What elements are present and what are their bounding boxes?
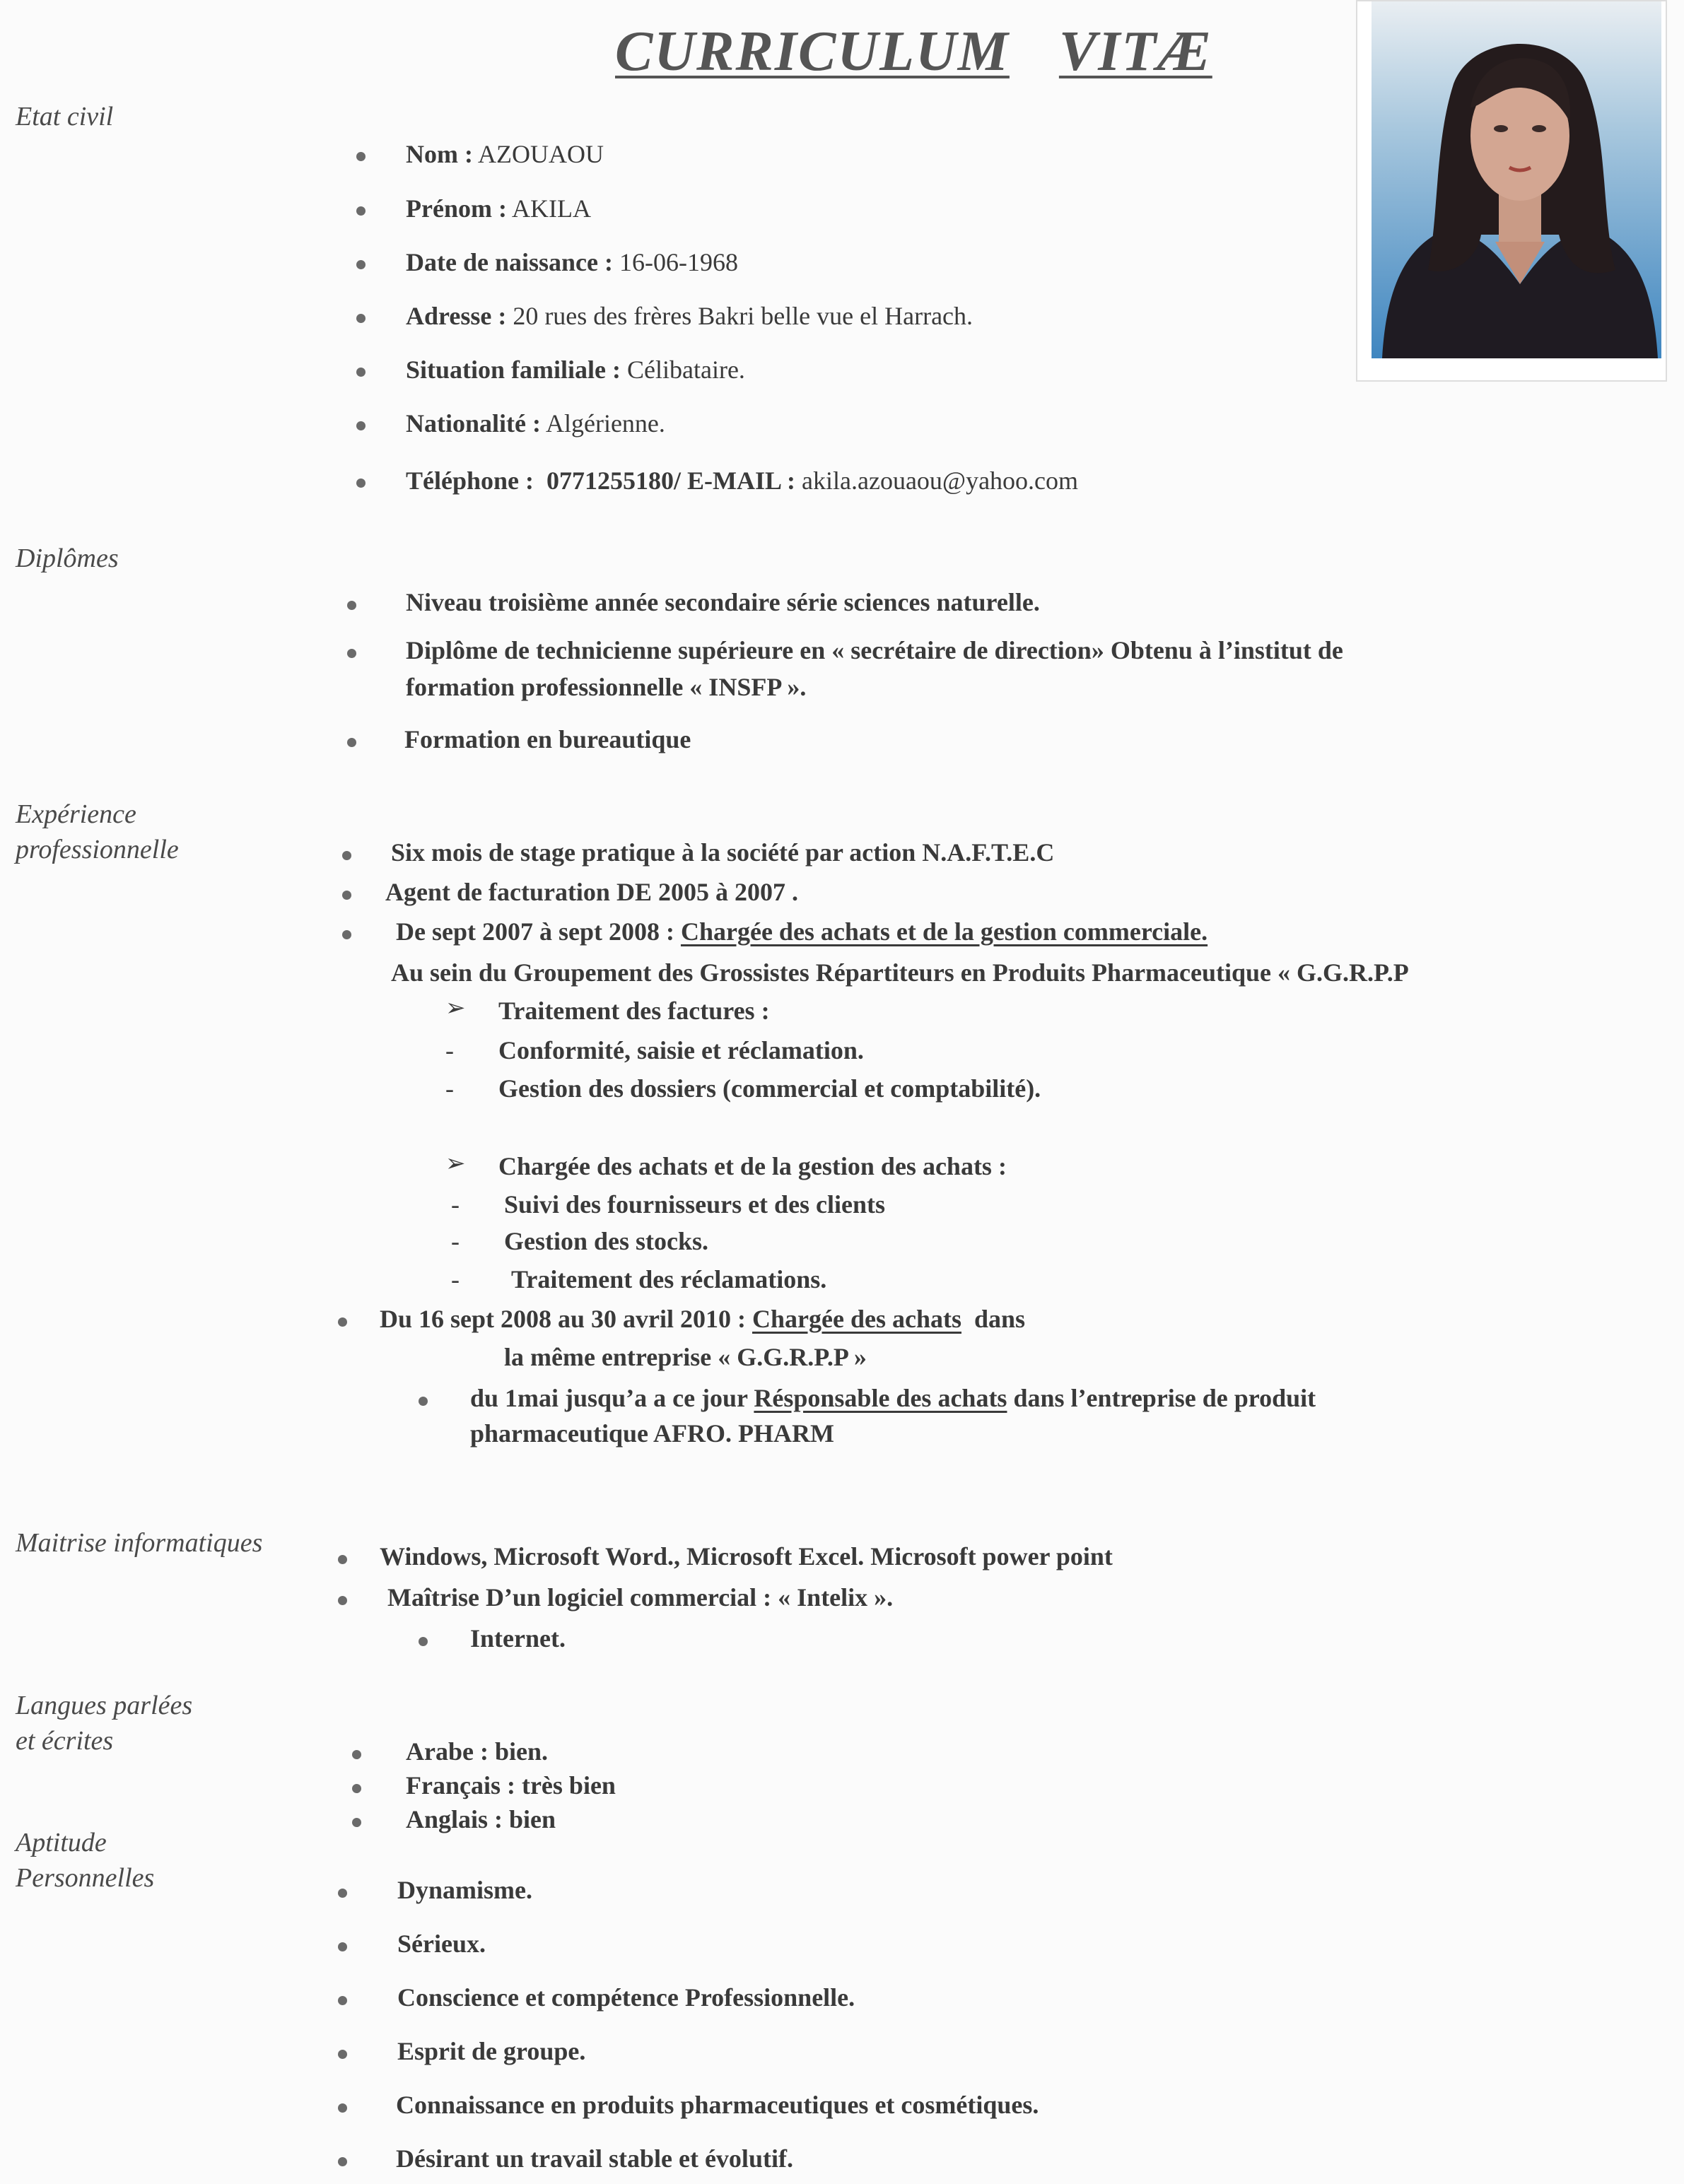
telephone-value: 0771255180/ [546, 466, 682, 495]
dash-bullet: - [451, 1227, 460, 1255]
bullet [338, 1317, 347, 1327]
value: 20 rues des frères Bakri belle vue el Harrach. [513, 302, 973, 330]
list-item [396, 916, 1208, 947]
list-item: Agent de facturation DE 2005 à 2007 . [385, 878, 798, 906]
list-item: Anglais : bien [406, 1805, 556, 1833]
label: E-MAIL : [687, 466, 796, 495]
list-item [406, 139, 604, 170]
text: dans l’entreprise de produit [1013, 1384, 1316, 1412]
value: AZOUAOU [478, 140, 604, 168]
list-item: Windows, Microsoft Word., Microsoft Excel. Microsoft power point [380, 1542, 1113, 1571]
list-item: Diplôme de technicienne supérieure en « secrétaire de direction» Obtenu à l’institut de [406, 636, 1343, 664]
list-item: Formation en bureautique [404, 725, 691, 753]
list-item [406, 465, 1078, 496]
bullet [356, 479, 366, 488]
task-item: Traitement des réclamations. [511, 1265, 827, 1293]
heading-line-2: Personnelles [16, 1863, 155, 1893]
bullet [352, 1750, 361, 1759]
heading-line-1: Langues parlées [16, 1691, 193, 1720]
list-item: Six mois de stage pratique à la société par action N.A.F.T.E.C [391, 838, 1055, 867]
value: Algérienne. [545, 409, 665, 438]
bullet [338, 1996, 347, 2005]
portrait-image [1372, 1, 1661, 358]
profile-photo [1356, 0, 1667, 382]
list-item-continuation: Au sein du Groupement des Grossistes Répartiteurs en Produits Pharmaceutique « G.G.R.P.P [391, 958, 1409, 987]
bullet [347, 649, 356, 658]
section-heading-diplomes: Diplômes [16, 544, 119, 573]
bullet [338, 2103, 347, 2113]
arrow-bullet-icon: ➢ [445, 1151, 466, 1177]
heading-line-2: et écrites [16, 1726, 114, 1756]
bullet [356, 206, 366, 216]
bullet [338, 2050, 347, 2059]
bullet [342, 930, 351, 939]
bullet [338, 1942, 347, 1951]
section-heading-experience: Expérience professionnelle [16, 799, 179, 864]
date-range: du 1mai jusqu’a a ce jour [470, 1384, 748, 1412]
section-heading-informatique: Maitrise informatiques [16, 1528, 263, 1558]
label: Prénom : [406, 194, 507, 223]
bullet [342, 891, 351, 900]
label: Nom : [406, 140, 473, 168]
list-item: Arabe : bien. [406, 1737, 548, 1766]
bullet [338, 1596, 347, 1605]
list-item [406, 247, 738, 278]
date-range: Du 16 sept 2008 au 30 avril 2010 : [380, 1305, 747, 1333]
email-value: akila.azouaou@yahoo.com [802, 466, 1079, 495]
dash-bullet: - [451, 1265, 460, 1293]
section-heading-aptitude [16, 1825, 284, 1896]
list-item [406, 300, 973, 331]
list-item: Dynamisme. [397, 1876, 532, 1904]
bullet [356, 152, 366, 161]
label: Date de naissance : [406, 248, 613, 276]
task-item: Gestion des stocks. [504, 1227, 709, 1255]
dash-bullet: - [445, 1074, 454, 1103]
task-heading: Traitement des factures : [498, 997, 770, 1025]
list-item: Connaissance en produits pharmaceutiques et cosmétiques. [396, 2091, 1039, 2119]
bullet [338, 1555, 347, 1564]
list-item [406, 408, 665, 439]
bullet [356, 421, 366, 430]
list-item: Internet. [470, 1624, 566, 1652]
task-item: Gestion des dossiers (commercial et comptabilité). [498, 1074, 1041, 1103]
task-heading: Chargée des achats et de la gestion des achats : [498, 1152, 1007, 1180]
arrow-bullet-icon: ➢ [445, 995, 466, 1021]
task-item: Suivi des fournisseurs et des clients [504, 1190, 886, 1219]
task-item: Conformité, saisie et réclamation. [498, 1036, 864, 1064]
date-range: De sept 2007 à sept 2008 : [396, 917, 674, 946]
bullet [356, 260, 366, 269]
heading-line-1: Aptitude [16, 1828, 107, 1857]
dash-bullet: - [445, 1036, 454, 1064]
list-item-continuation: pharmaceutique AFRO. PHARM [470, 1419, 834, 1448]
bullet [338, 2157, 347, 2166]
bullet [347, 738, 356, 747]
value: 16-06-1968 [619, 248, 738, 276]
list-item [380, 1303, 1025, 1334]
list-item-continuation: la même entreprise « G.G.R.P.P » [504, 1343, 867, 1371]
list-item [470, 1382, 1316, 1414]
list-item: Maîtrise D’un logiciel commercial : « Intelix ». [387, 1583, 894, 1611]
title-part-1: CURRICULUM [615, 20, 1010, 83]
value: Célibataire. [627, 356, 745, 384]
list-item-continuation: formation professionnelle « INSFP ». [406, 673, 807, 701]
title-part-2: VITÆ [1058, 20, 1212, 83]
label: Situation familiale : [406, 356, 621, 384]
label: Adresse : [406, 302, 507, 330]
list-item [406, 193, 591, 224]
dash-bullet: - [451, 1190, 460, 1219]
list-item: Conscience et compétence Professionnelle. [397, 1983, 855, 2012]
page-title [615, 20, 1212, 84]
job-title: Chargée des achats [752, 1305, 961, 1333]
bullet [356, 314, 366, 323]
text: dans [973, 1305, 1026, 1333]
value: AKILA [511, 194, 591, 223]
list-item: Désirant un travail stable et évolutif. [396, 2144, 793, 2173]
bullet [338, 1889, 347, 1898]
list-item: Niveau troisième année secondaire série sciences naturelle. [406, 588, 1040, 616]
bullet [419, 1637, 428, 1646]
job-title: Chargée des achats et de la gestion commerciale. [680, 917, 1208, 946]
bullet [352, 1818, 361, 1827]
bullet [342, 851, 351, 860]
bullet [419, 1397, 428, 1406]
list-item: Français : très bien [406, 1771, 616, 1800]
job-title: Résponsable des achats [754, 1384, 1007, 1412]
label: Téléphone : [406, 466, 534, 495]
section-heading-langues [16, 1688, 284, 1759]
section-heading-etat-civil: Etat civil [16, 102, 114, 131]
list-item: Esprit de groupe. [397, 2037, 586, 2065]
bullet [356, 368, 366, 377]
label: Nationalité : [406, 409, 541, 438]
bullet [352, 1784, 361, 1793]
list-item [406, 354, 745, 385]
list-item: Sérieux. [397, 1930, 486, 1958]
bullet [347, 601, 356, 610]
